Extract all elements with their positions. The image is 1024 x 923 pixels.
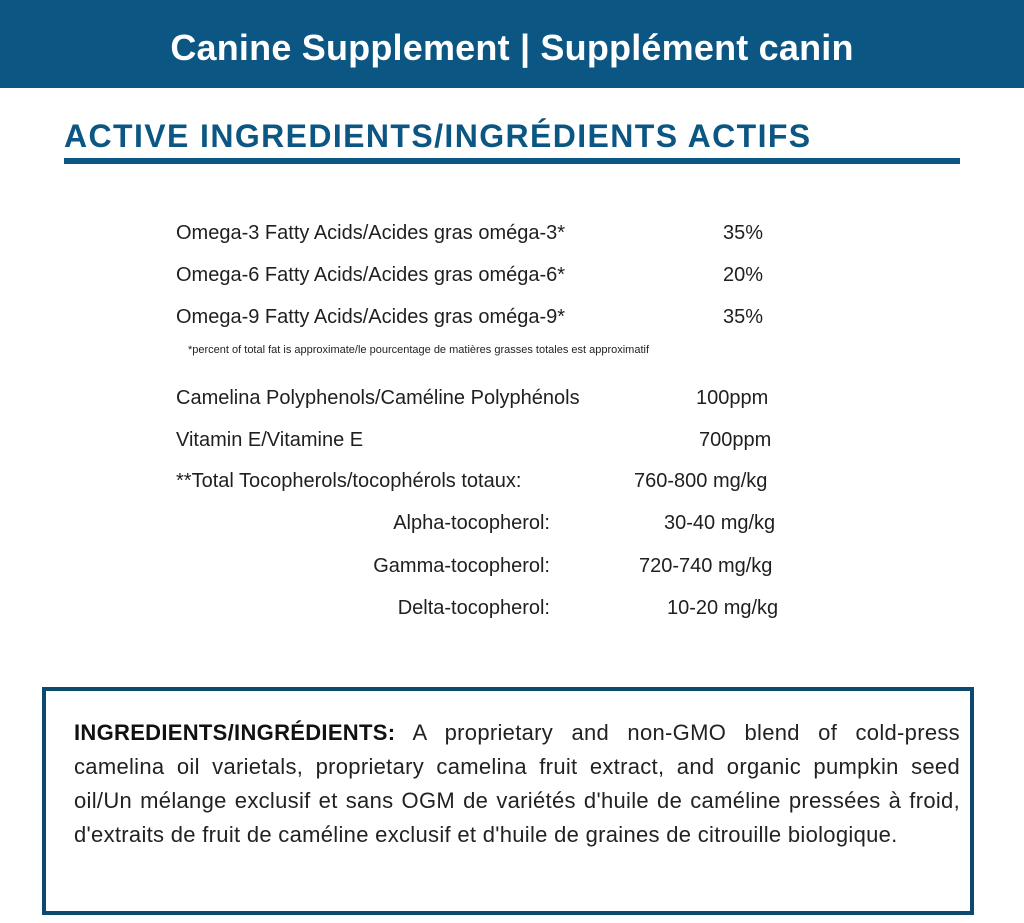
- ingredient-row: [0, 222, 1024, 252]
- ingredient-label: Omega-6 Fatty Acids/Acides gras oméga-6*: [176, 264, 566, 286]
- ingredient-value: 35%: [723, 306, 764, 328]
- tocopherol-label: Alpha-tocopherol:: [393, 512, 550, 534]
- ingredient-row: [0, 429, 1024, 459]
- ingredient-label: Omega-3 Fatty Acids/Acides gras oméga-3*: [176, 222, 566, 244]
- ingredients-paragraph: [74, 716, 960, 852]
- ingredient-label: **Total Tocopherols/tocophérols totaux:: [176, 470, 522, 492]
- footnote: *percent of total fat is approximate/le pourcentage de matières grasses totales est approximatif: [188, 344, 650, 356]
- ingredients-heading: INGREDIENTS/INGRÉDIENTS:: [74, 720, 396, 745]
- ingredient-label: Camelina Polyphenols/Caméline Polyphénols: [176, 387, 580, 409]
- tocopherol-value: 720-740 mg/kg: [639, 555, 773, 577]
- tocopherol-label: Gamma-tocopherol:: [373, 555, 550, 577]
- ingredient-row: [0, 470, 1024, 500]
- section-title: ACTIVE INGREDIENTS/INGRÉDIENTS ACTIFS: [64, 118, 812, 154]
- ingredient-value: 760-800 mg/kg: [634, 470, 768, 492]
- tocopherol-value: 30-40 mg/kg: [664, 512, 776, 534]
- page-title: Canine Supplement | Supplément canin: [170, 27, 854, 68]
- section-divider: [64, 158, 960, 164]
- ingredient-row: [0, 306, 1024, 336]
- ingredient-value: 35%: [723, 222, 764, 244]
- tocopherol-row: [0, 512, 1024, 542]
- tocopherol-value: 10-20 mg/kg: [667, 597, 779, 619]
- tocopherol-label: Delta-tocopherol:: [397, 597, 550, 619]
- ingredient-value: 700ppm: [699, 429, 772, 451]
- ingredient-label: Omega-9 Fatty Acids/Acides gras oméga-9*: [176, 306, 566, 328]
- ingredients-text: A proprietary and non-GMO blend of cold-press camelina oil varietals, proprietary camelina fruit extract, and organic pumpkin seed oil/Un mélange exclusif et sans OGM de variétés d'huile de caméline pressées à froid, d'extraits de fruit de caméline exclusif et d'huile de graines de citrouille biologique.: [74, 720, 960, 847]
- ingredient-value: 100ppm: [696, 387, 769, 409]
- tocopherol-row: [0, 555, 1024, 585]
- ingredient-value: 20%: [723, 264, 764, 286]
- ingredient-row: [0, 264, 1024, 294]
- ingredient-row: [0, 387, 1024, 417]
- ingredient-label: Vitamin E/Vitamine E: [176, 429, 364, 451]
- tocopherol-row: [0, 597, 1024, 627]
